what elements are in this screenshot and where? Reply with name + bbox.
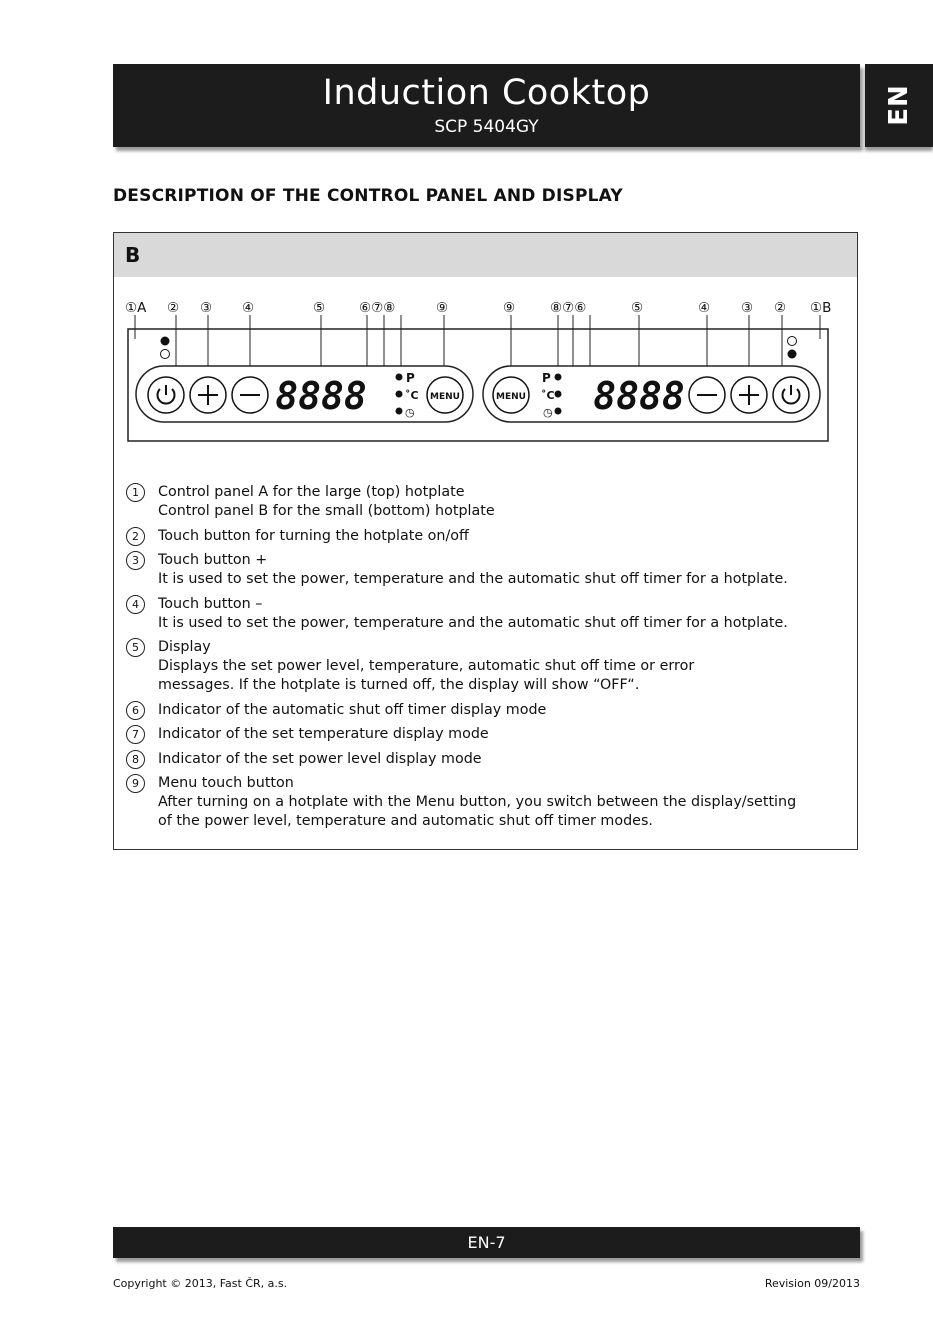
- callout-3-left: ③: [200, 300, 213, 316]
- callout-2-left: ②: [167, 300, 180, 316]
- minus-button-right[interactable]: [689, 377, 725, 413]
- list-item: [114, 527, 857, 546]
- item-number: 2: [126, 527, 145, 546]
- item-text: Displays the set power level, temperature, automatic shut off time or error: [158, 658, 695, 674]
- menu-button-right[interactable]: [493, 377, 529, 413]
- item-text: Indicator of the set power level display mode: [158, 750, 482, 767]
- item-number: 6: [126, 701, 145, 720]
- item-text: Touch button +: [158, 552, 268, 568]
- item-number: 9: [126, 774, 145, 793]
- callout-4-left: ④: [242, 300, 255, 316]
- callout-3-right: ③: [741, 300, 754, 316]
- callout-1a: ①A: [125, 300, 147, 316]
- status-dot-empty-left: [161, 350, 170, 359]
- figure-box: [113, 232, 858, 850]
- item-text: Indicator of the set temperature display mode: [158, 726, 489, 742]
- list-item: [114, 725, 857, 744]
- model-number: SCP 5404GY: [434, 117, 539, 137]
- item-number: 5: [126, 638, 145, 657]
- language-tab: [865, 64, 933, 147]
- callout-9-right: ⑨: [503, 300, 516, 316]
- item-text: Indicator of the automatic shut off timer display mode: [158, 701, 547, 718]
- item-text: Touch button for turning the hotplate on/off: [158, 527, 469, 544]
- list-item: [114, 483, 857, 521]
- document-title: Induction Cooktop: [322, 73, 651, 113]
- list-item: [114, 551, 857, 589]
- indicator-p-right: P: [542, 371, 551, 385]
- plus-button-left[interactable]: [190, 377, 226, 413]
- indicator-timer-left: ◷: [405, 406, 415, 419]
- description-list: [114, 483, 857, 837]
- item-number: 7: [126, 725, 145, 744]
- item-number: 1: [126, 483, 145, 502]
- callout-876-right: ⑧⑦⑥: [550, 300, 587, 316]
- display-digits-left: 8888: [275, 374, 367, 418]
- list-item: [114, 750, 857, 769]
- status-dot-empty-right: [788, 337, 797, 346]
- plus-button-right[interactable]: [731, 377, 767, 413]
- callout-5-right: ⑤: [631, 300, 644, 316]
- figure-label: B: [125, 243, 141, 267]
- list-item: [114, 701, 857, 720]
- power-button-right[interactable]: [773, 377, 809, 413]
- item-text: Display: [158, 639, 211, 655]
- item-text: of the power level, temperature and automatic shut off timer modes.: [158, 813, 653, 829]
- item-text: After turning on a hotplate with the Menu button, you switch between the display/setting: [158, 794, 797, 810]
- page-number: EN-7: [467, 1233, 506, 1252]
- display-digits-right: 8888: [593, 374, 685, 418]
- callouts-right: [503, 300, 831, 316]
- minus-button-left[interactable]: [232, 377, 268, 413]
- item-text: It is used to set the power, temperature and the automatic shut off timer for a hotplate.: [158, 614, 788, 631]
- item-number: 8: [126, 750, 145, 769]
- status-dot-filled-right: [788, 350, 797, 359]
- indicator-timer-right: ◷: [543, 406, 553, 419]
- page-footer: [113, 1227, 860, 1258]
- menu-button-left[interactable]: [427, 377, 463, 413]
- callout-5-left: ⑤: [313, 300, 326, 316]
- list-item: [114, 638, 857, 695]
- callout-4-right: ④: [698, 300, 711, 316]
- callout-1b: ①B: [810, 300, 832, 316]
- callout-2-right: ②: [774, 300, 787, 316]
- copyright: Copyright © 2013, Fast ČR, a.s.: [113, 1277, 288, 1290]
- callout-9-left: ⑨: [436, 300, 449, 316]
- indicator-p-left: P: [406, 371, 415, 385]
- section-heading: DESCRIPTION OF THE CONTROL PANEL AND DISPLAY: [113, 186, 623, 206]
- callouts-left: [125, 300, 448, 316]
- item-number: 4: [126, 595, 145, 614]
- menu-label-right: MENU: [496, 392, 526, 402]
- revision: Revision 09/2013: [764, 1277, 860, 1290]
- power-button-left[interactable]: [148, 377, 184, 413]
- indicator-c-right: ˚C: [541, 389, 555, 402]
- item-number: 3: [126, 551, 145, 570]
- page-header: [113, 64, 860, 147]
- indicator-c-left: ˚C: [405, 389, 419, 402]
- control-panel-diagram: [114, 233, 857, 473]
- item-text: Touch button –: [158, 595, 263, 612]
- item-text: It is used to set the power, temperature and the automatic shut off timer for a hotplate.: [158, 571, 788, 587]
- item-text: messages. If the hotplate is turned off, the display will show “OFF“.: [158, 677, 640, 693]
- item-text: Control panel A for the large (top) hotplate: [158, 484, 465, 500]
- item-text: Menu touch button: [158, 775, 294, 791]
- list-item: [114, 774, 857, 831]
- status-dot-filled-left: [161, 337, 170, 346]
- list-item: [114, 595, 857, 633]
- item-text: Control panel B for the small (bottom) hotplate: [158, 503, 495, 519]
- language-label: EN: [884, 84, 914, 126]
- callout-678-left: ⑥⑦⑧: [359, 300, 396, 316]
- menu-label-left: MENU: [430, 392, 460, 402]
